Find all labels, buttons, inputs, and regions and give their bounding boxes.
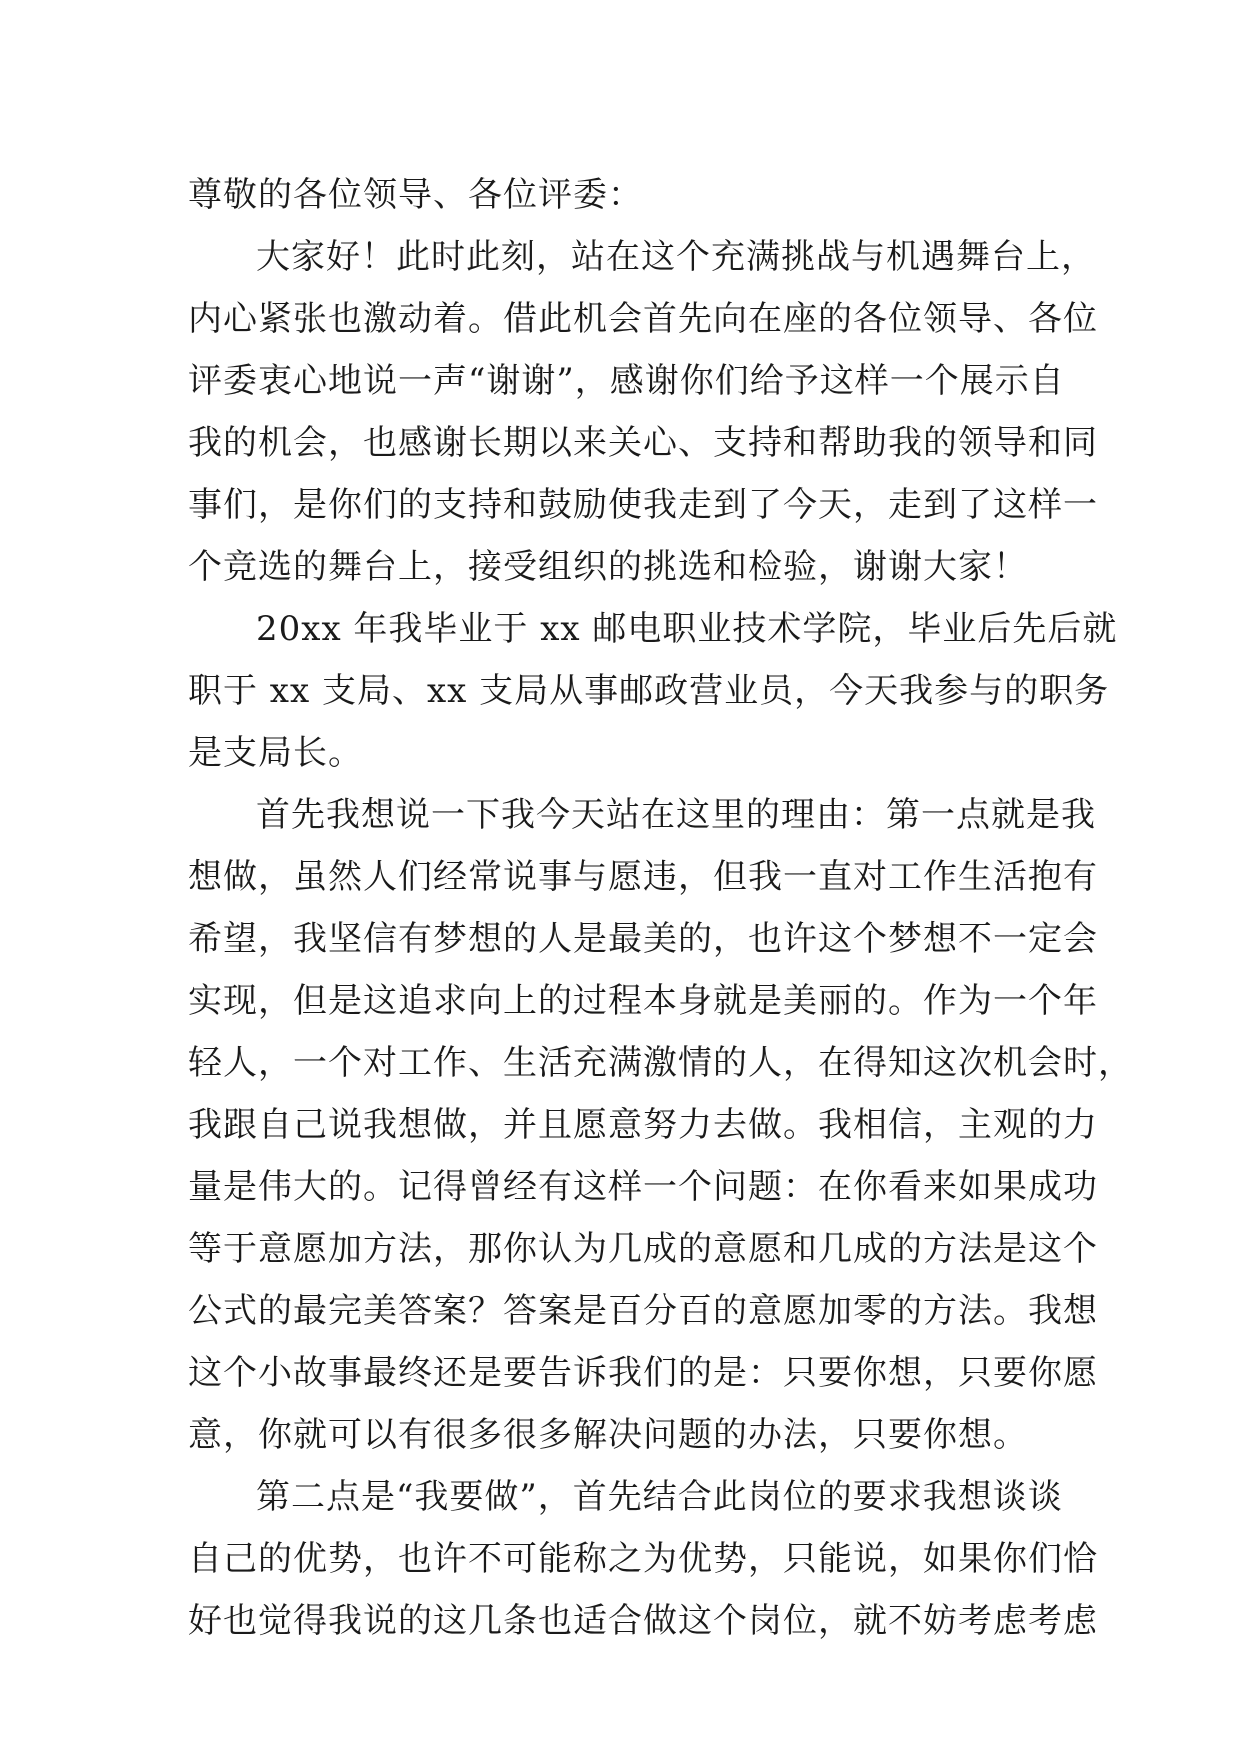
paragraph-background — [188, 598, 1118, 784]
paragraph-line: 评委衷心地说一声“谢谢”，感谢你们给予这样一个展示自 — [188, 361, 1065, 401]
paragraph-line: 我的机会，也感谢长期以来关心、支持和帮助我的领导和同 — [188, 423, 1098, 463]
paragraph-line: 量是伟大的。记得曾经有这样一个问题：在你看来如果成功 — [188, 1167, 1098, 1207]
paragraph-line: 轻人，一个对工作、生活充满激情的人，在得知这次机会时， — [188, 1043, 1133, 1083]
paragraph-line: 公式的最完美答案？答案是百分百的意愿加零的方法。我想 — [188, 1291, 1098, 1331]
paragraph-line: 想做，虽然人们经常说事与愿违，但我一直对工作生活抱有 — [188, 857, 1098, 897]
paragraph-line: 自己的优势，也许不可能称之为优势，只能说，如果你们恰 — [188, 1539, 1098, 1579]
paragraph-line: 好也觉得我说的这几条也适合做这个岗位，就不妨考虑考虑 — [188, 1601, 1098, 1641]
paragraph-line: 希望，我坚信有梦想的人是最美的，也许这个梦想不一定会 — [188, 919, 1098, 959]
paragraph-line: 我跟自己说我想做，并且愿意努力去做。我相信，主观的力 — [188, 1105, 1098, 1145]
salutation-line: 尊敬的各位领导、各位评委： — [188, 175, 643, 215]
salutation-paragraph — [188, 164, 1058, 226]
paragraph-line: 等于意愿加方法，那你认为几成的意愿和几成的方法是这个 — [188, 1229, 1098, 1269]
paragraph-line: 实现，但是这追求向上的过程本身就是美丽的。作为一个年 — [188, 981, 1098, 1021]
paragraph-line: 内心紧张也激动着。借此机会首先向在座的各位领导、各位 — [188, 299, 1098, 339]
paragraph-line: 首先我想说一下我今天站在这里的理由：第一点就是我 — [256, 795, 1096, 835]
paragraph-line: 大家好！此时此刻，站在这个充满挑战与机遇舞台上， — [256, 237, 1096, 277]
paragraph-line: 是支局长。 — [188, 733, 363, 773]
paragraph-line: 个竞选的舞台上，接受组织的挑选和检验，谢谢大家！ — [188, 547, 1028, 587]
paragraph-line: 意，你就可以有很多很多解决问题的办法，只要你想。 — [188, 1415, 1028, 1455]
paragraph-reason-one — [188, 784, 1133, 1466]
paragraph-line: 20xx 年我毕业于 xx 邮电职业技术学院，毕业后先后就 — [256, 609, 1118, 649]
paragraph-line: 职于 xx 支局、xx 支局从事邮政营业员，今天我参与的职务 — [188, 671, 1110, 711]
paragraph-line: 第二点是“我要做”，首先结合此岗位的要求我想谈谈 — [256, 1477, 1063, 1517]
paragraph-greeting — [188, 226, 1098, 598]
paragraph-line: 事们，是你们的支持和鼓励使我走到了今天，走到了这样一 — [188, 485, 1098, 525]
paragraph-reason-two — [188, 1466, 1098, 1652]
document-body — [188, 164, 1133, 1652]
paragraph-line: 这个小故事最终还是要告诉我们的是：只要你想，只要你愿 — [188, 1353, 1098, 1393]
